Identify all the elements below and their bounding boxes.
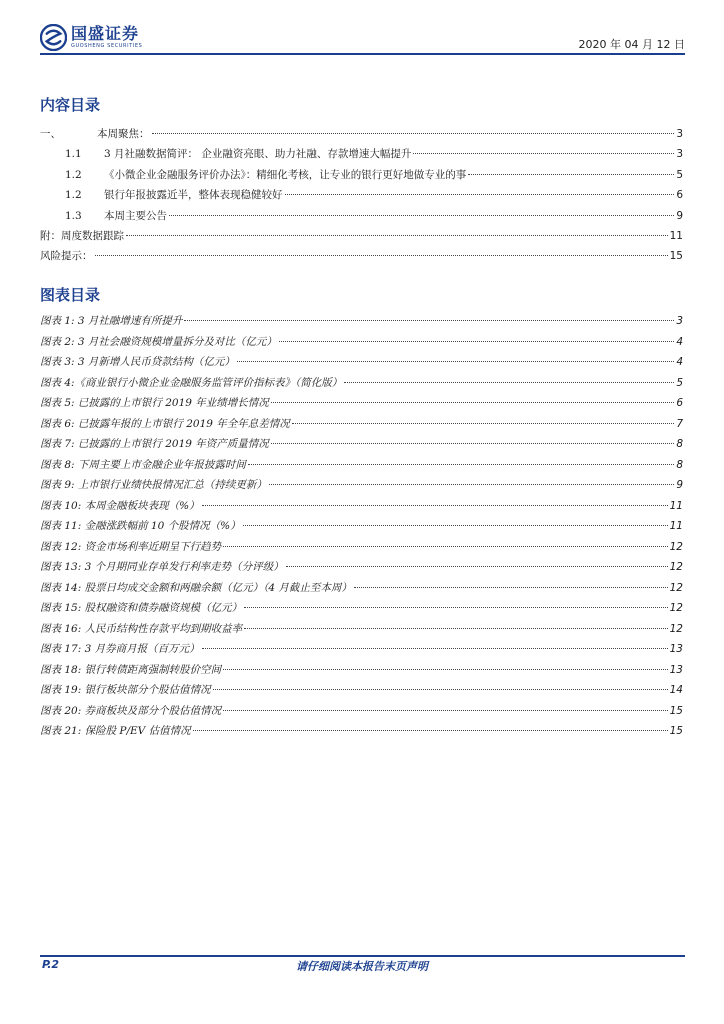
toc-entry-number: 1.3 — [65, 209, 82, 222]
toc-entry-page: 6 — [676, 189, 683, 202]
figure-entry-page: 12 — [669, 622, 683, 635]
dot-leader — [269, 484, 674, 485]
dot-leader — [202, 505, 668, 506]
figures-list — [40, 313, 683, 744]
toc-entry-page: 11 — [669, 229, 683, 242]
figure-entry-page: 12 — [669, 602, 683, 614]
toc-list — [40, 126, 683, 269]
figure-entry-page: 14 — [669, 684, 683, 696]
figure-entry-label: 图表 15: 股权融资和债券融资规模（亿元） — [40, 602, 243, 614]
disclaimer-notice: 请仔细阅读本报告末页声明 — [296, 960, 428, 973]
toc-entry-number: 1.1 — [65, 148, 82, 161]
figure-entry-page: 7 — [676, 417, 683, 430]
page-number: P.2 — [42, 958, 60, 971]
brand-name-en: GUOSHENG SECURITIES — [71, 43, 143, 49]
figure-entry-page: 11 — [669, 499, 683, 512]
figure-entry-page: 15 — [669, 704, 683, 717]
figure-entry-label: 图表 7: 已披露的上市银行 2019 年资产质量情况 — [40, 438, 269, 450]
figure-entry[interactable] — [40, 580, 683, 601]
figure-entry-page: 8 — [676, 458, 683, 471]
dot-leader — [169, 215, 674, 216]
dot-leader — [271, 443, 675, 444]
dot-leader — [344, 382, 674, 383]
figure-entry[interactable] — [40, 498, 683, 519]
figure-entry-page: 12 — [669, 540, 683, 553]
figure-entry-label: 图表 13: 3 个月期同业存单发行利率走势（分评级） — [40, 561, 284, 573]
figure-entry-label: 图表 18: 银行转债距离强制转股价空间 — [40, 663, 222, 676]
figure-entry-page: 6 — [676, 397, 683, 409]
dot-leader — [413, 153, 674, 154]
figure-entry-label: 图表 3: 3 月新增人民币贷款结构（亿元） — [40, 356, 235, 368]
figure-entry-label: 图表 5: 已披露的上市银行 2019 年业绩增长情况 — [40, 397, 269, 409]
dot-leader — [243, 525, 668, 526]
figure-entry[interactable] — [40, 518, 683, 539]
toc-entry-page: 3 — [676, 128, 683, 140]
figure-entry[interactable] — [40, 559, 683, 580]
figure-entry-label: 图表 17: 3 月券商月报（百万元） — [40, 643, 200, 655]
figure-entry-label: 图表 11: 金融涨跌幅前 10 个股情况（%） — [40, 520, 241, 532]
dot-leader — [244, 607, 668, 608]
toc-entry-label: 风险提示： — [40, 250, 93, 263]
dot-leader — [193, 730, 668, 731]
dot-leader — [213, 689, 668, 690]
dot-leader — [202, 648, 668, 649]
toc-entry-label: 银行年报披露近半，整体表现稳健较好 — [104, 189, 283, 202]
figure-entry-page: 13 — [669, 643, 683, 655]
toc-entry-number: 一、 — [40, 128, 61, 140]
figure-entry-label: 图表 9: 上市银行业绩快报情况汇总（持续更新） — [40, 479, 267, 491]
header-divider — [40, 53, 685, 55]
dot-leader — [248, 464, 674, 465]
figure-entry-page: 13 — [669, 663, 683, 676]
dot-leader — [244, 628, 668, 629]
figure-entry-page: 12 — [669, 581, 683, 594]
figure-entry-page: 3 — [676, 315, 683, 327]
report-date: 2020 年 04 月 12 日 — [578, 38, 685, 51]
footer-divider — [40, 955, 685, 957]
dot-leader — [292, 423, 675, 424]
dot-leader — [223, 710, 668, 711]
figure-entry-label: 图表 20: 券商板块及部分个股估值情况 — [40, 704, 222, 717]
dot-leader — [279, 341, 674, 342]
toc-entry-page: 9 — [676, 209, 683, 222]
figure-entry-page: 4 — [676, 335, 683, 348]
figure-entry[interactable] — [40, 334, 683, 355]
figure-entry-label: 图表 4:《商业银行小微企业金融服务监管评价指标表》（简化版） — [40, 376, 343, 389]
figure-entry-page: 4 — [676, 356, 683, 368]
toc-entry-number: 1.2 — [65, 168, 82, 181]
figure-entry[interactable] — [40, 723, 683, 744]
figure-entry-label: 图表 8: 下周主要上市金融企业年报披露时间 — [40, 458, 246, 471]
figure-entry-page: 11 — [669, 520, 683, 532]
figure-entry-page: 5 — [676, 376, 683, 389]
brand-logo-icon — [40, 24, 67, 51]
toc-entry-label: 附：周度数据跟踪 — [40, 229, 124, 242]
figure-entry-label: 图表 10: 本周金融板块表现（%） — [40, 499, 200, 512]
dot-leader — [271, 402, 675, 403]
figures-title: 图表目录 — [40, 286, 101, 304]
dot-leader — [285, 194, 675, 195]
figure-entry-label: 图表 21: 保险股 P/EV 估值情况 — [40, 725, 191, 737]
toc-entry[interactable] — [40, 208, 683, 228]
dot-leader — [126, 235, 668, 236]
toc-entry-label: 本周主要公告 — [104, 209, 167, 222]
toc-title: 内容目录 — [40, 96, 101, 114]
toc-entry[interactable] — [40, 187, 683, 207]
toc-entry-page: 5 — [676, 168, 683, 181]
figure-entry-page: 9 — [676, 479, 683, 491]
figure-entry[interactable] — [40, 682, 683, 703]
figure-entry[interactable] — [40, 641, 683, 662]
figure-entry[interactable] — [40, 354, 683, 375]
dot-leader — [152, 133, 675, 134]
dot-leader — [354, 587, 668, 588]
dot-leader — [95, 255, 668, 256]
toc-entry-number: 1.2 — [65, 189, 82, 202]
figure-entry-page: 8 — [676, 438, 683, 450]
dot-leader — [184, 320, 674, 321]
figure-entry[interactable] — [40, 313, 683, 334]
dot-leader — [223, 669, 668, 670]
figure-entry-label: 图表 16: 人民币结构性存款平均到期收益率 — [40, 622, 243, 635]
toc-entry-label: 《小微企业金融服务评价办法》：精细化考核，让专业的银行更好地做专业的事 — [104, 168, 467, 181]
toc-entry[interactable] — [40, 228, 683, 248]
figure-entry[interactable] — [40, 395, 683, 416]
brand-name-cn: 国盛证券 — [71, 24, 140, 43]
figure-entry-page: 12 — [669, 561, 683, 573]
figure-entry-label: 图表 14: 股票日均成交金额和两融余额（亿元）（4 月截止至本周） — [40, 581, 352, 594]
toc-entry[interactable] — [40, 126, 683, 146]
page-header — [40, 22, 685, 56]
figure-entry[interactable] — [40, 539, 683, 560]
figure-entry[interactable] — [40, 416, 683, 437]
toc-entry[interactable] — [40, 248, 683, 268]
dot-leader — [237, 361, 674, 362]
figure-entry[interactable] — [40, 621, 683, 642]
figure-entry[interactable] — [40, 703, 683, 724]
figure-entry[interactable] — [40, 662, 683, 683]
figure-entry-label: 图表 1: 3 月社融增速有所提升 — [40, 315, 183, 327]
figure-entry-label: 图表 2: 3 月社会融资规模增量拆分及对比（亿元） — [40, 335, 277, 348]
toc-entry[interactable] — [40, 146, 683, 166]
dot-leader — [223, 546, 668, 547]
brand-logo — [40, 22, 142, 52]
toc-entry[interactable] — [40, 167, 683, 187]
toc-entry-page: 15 — [669, 250, 683, 263]
figure-entry[interactable] — [40, 375, 683, 396]
figure-entry[interactable] — [40, 457, 683, 478]
toc-entry-label: 本周聚焦： — [97, 128, 150, 140]
figure-entry[interactable] — [40, 477, 683, 498]
figure-entry[interactable] — [40, 600, 683, 621]
figure-entry-label: 图表 19: 银行板块部分个股估值情况 — [40, 684, 211, 696]
dot-leader — [286, 566, 668, 567]
dot-leader — [468, 174, 674, 175]
figure-entry-label: 图表 6: 已披露年报的上市银行 2019 年全年息差情况 — [40, 417, 290, 430]
figure-entry-page: 15 — [669, 725, 683, 737]
figure-entry[interactable] — [40, 436, 683, 457]
toc-entry-label: 3 月社融数据简评： 企业融资亮眼、助力社融、存款增速大幅提升 — [104, 148, 412, 161]
figure-entry-label: 图表 12: 资金市场利率近期呈下行趋势 — [40, 540, 222, 553]
toc-entry-page: 3 — [676, 148, 683, 161]
